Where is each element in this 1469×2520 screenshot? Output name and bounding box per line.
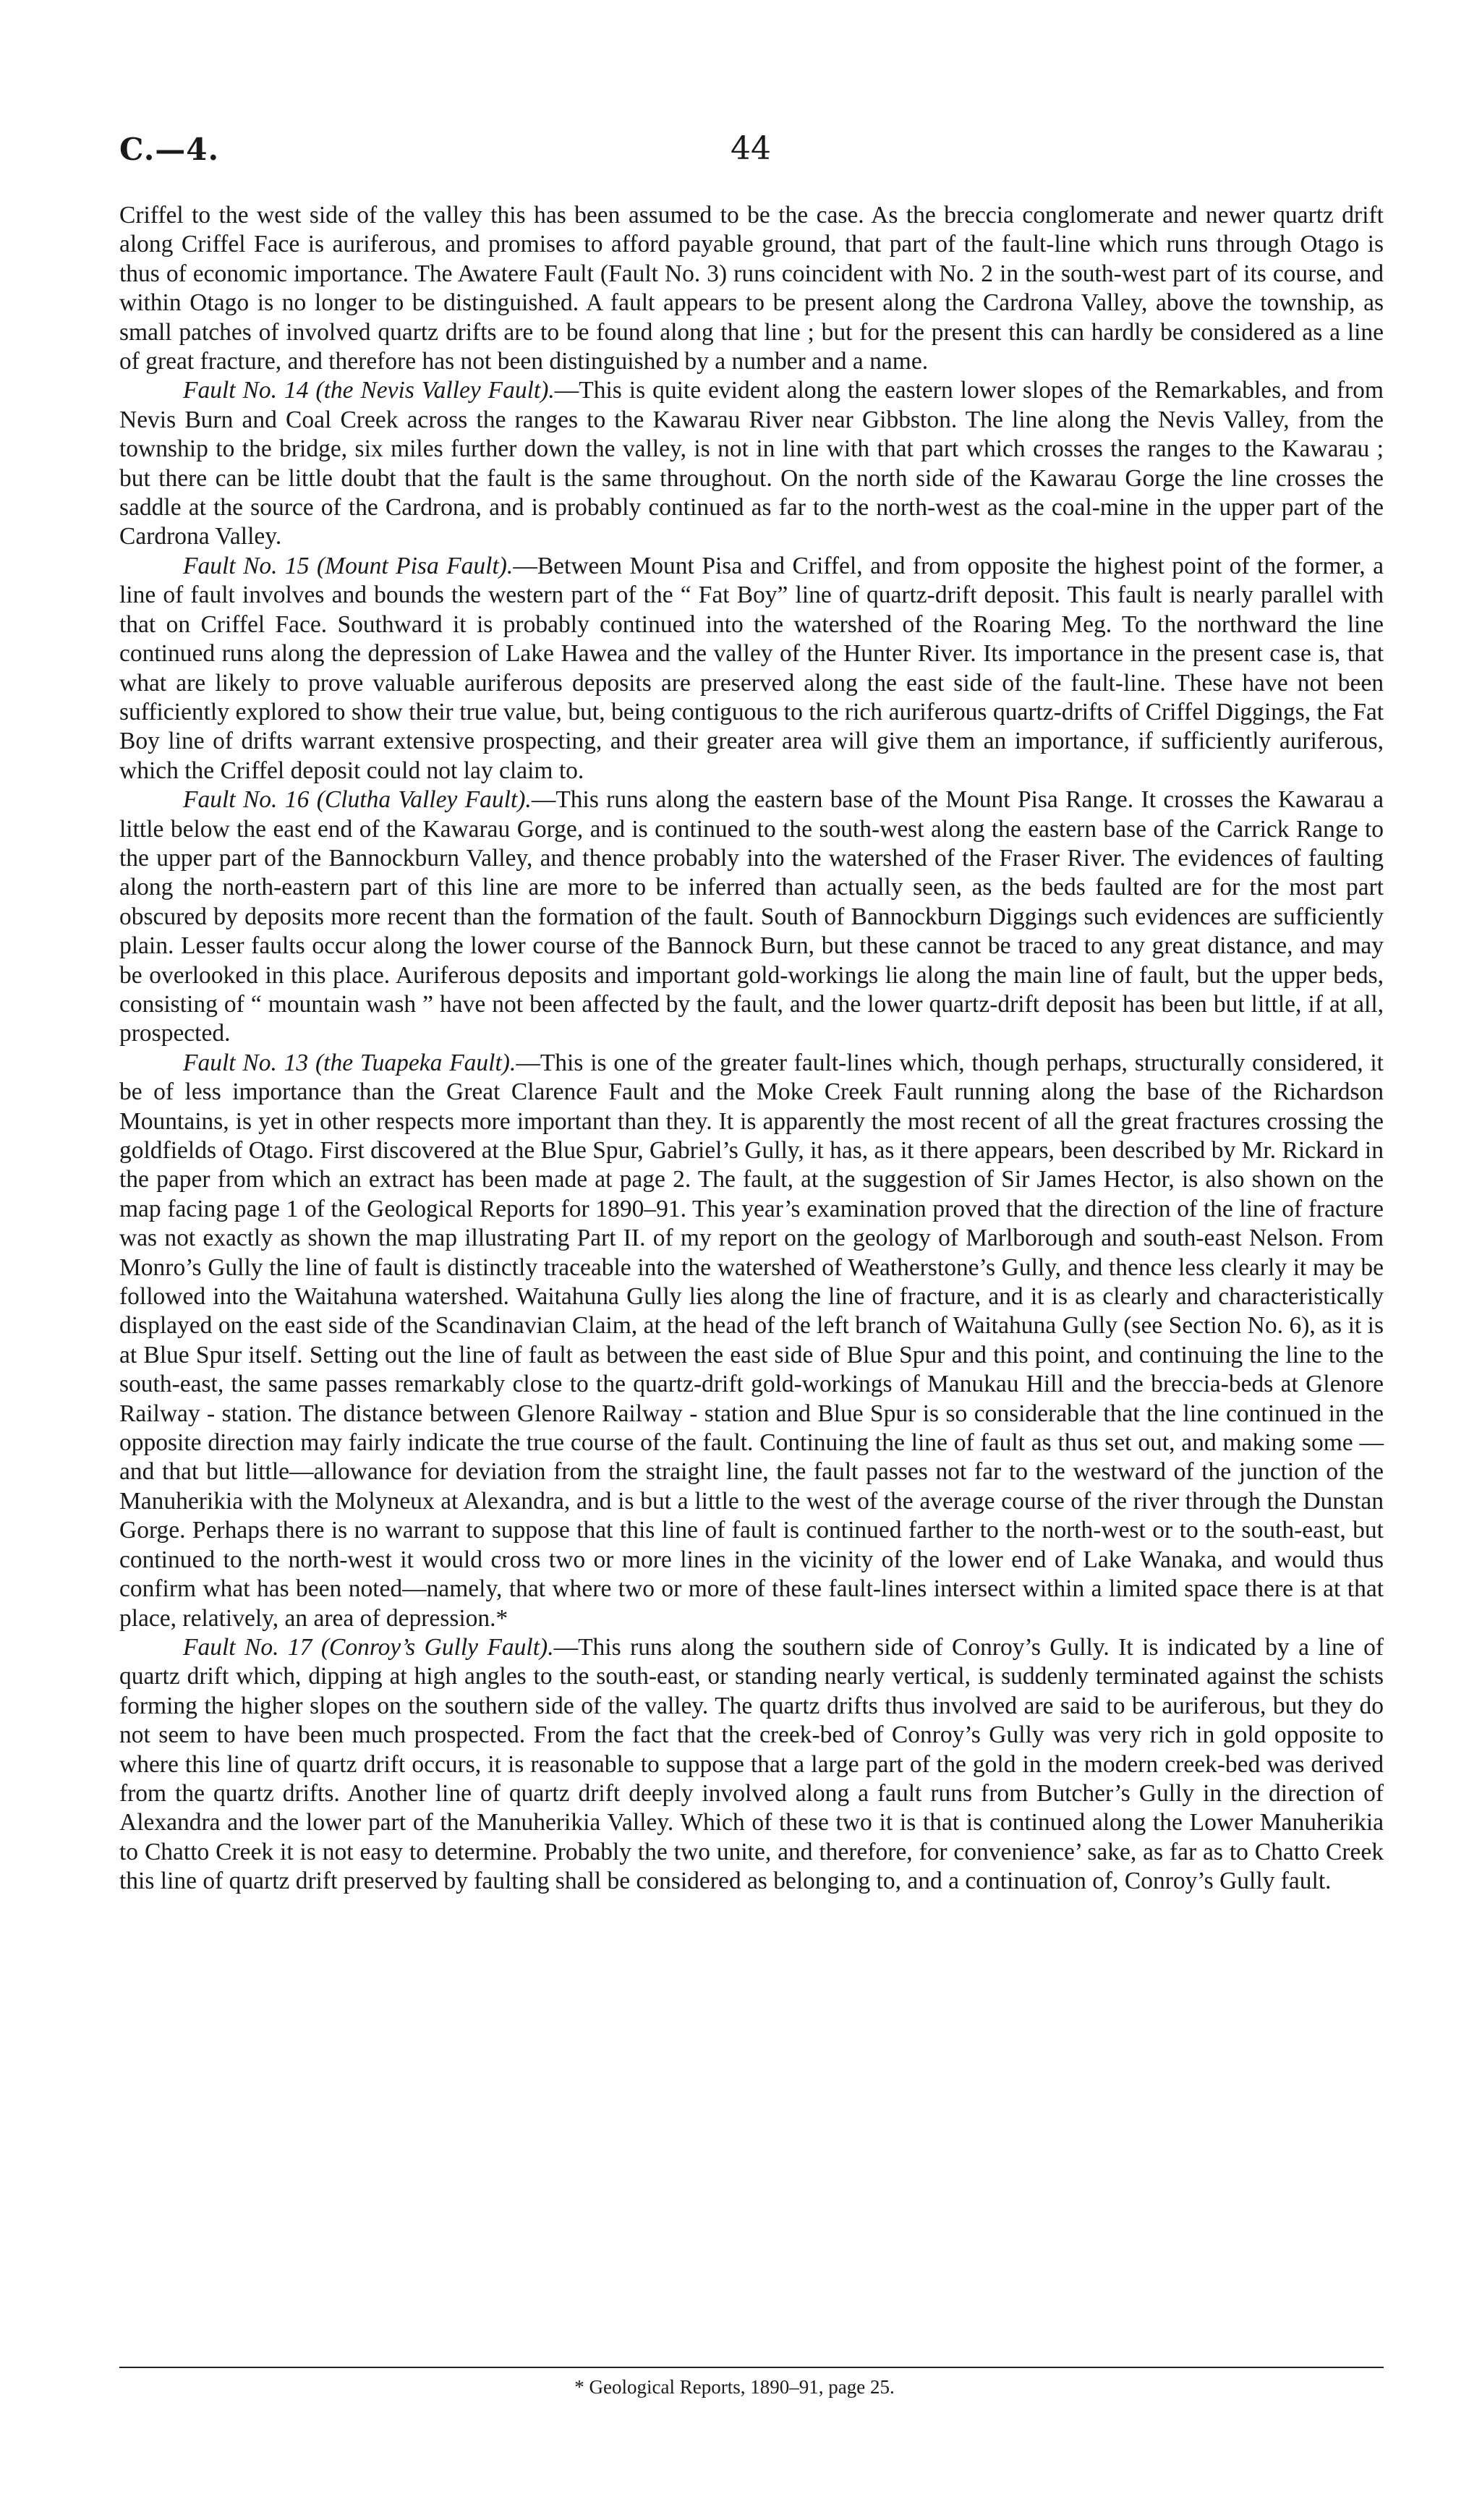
- paragraph-heading: Fault No. 15 (Mount Pisa Fault).: [183, 552, 514, 579]
- paragraph-heading: Fault No. 17 (Conroy’s Gully Fault).: [183, 1633, 554, 1661]
- paragraph-fault-13: [119, 1049, 1384, 1633]
- paragraph-heading: Fault No. 16 (Clutha Valley Fault).: [183, 786, 532, 814]
- page-number: 44: [731, 130, 771, 167]
- report-reference: C.—4.: [119, 132, 220, 167]
- paragraph-text: —This is one of the greater fault-lines which, though perhaps, structurally considered, it be of less importance than the Great Clarence Fault and the Moke Creek Fault running along the base of the Richardson Mountains, is yet in other respects more important than they. It is apparently the most recent of all the great fractures crossing the goldfields of Otago. First discovered at the Blue Spur, Gabriel’s Gully, it has, as it there appears, been described by Mr. Rickard in the paper from which an extract has been made at page 2. The fault, at the suggestion of Sir James Hector, is also shown on the map facing page 1 of the Geological Reports for 1890–91. This year’s examination proved that the direction of the line of fracture was not exactly as shown the map illustrating Part II. of my report on the geology of Marlborough and south-east Nelson. From Monro’s Gully the line of fault is distinctly traceable into the watershed of Weatherstone’s Gully, and thence less clearly it may be followed into the Waitahuna watershed. Waitahuna Gully lies along the line of fracture, and it is as clearly and characteristically displayed on the east side of the Scandinavian Claim, at the head of the left branch of Waitahuna Gully (see Section No. 6), as it is at Blue Spur itself. Setting out the line of fault as between the east side of Blue Spur and this point, and continuing the line to the south-east, the same passes remarkably close to the quartz-drift gold-workings of Manukau Hill and the breccia-beds at Glenore Railway - station. The distance between Glenore Railway - station and Blue Spur is so considerable that the line continued in the opposite direction may fairly indicate the true course of the fault. Continuing the line of fault as thus set out, and making some —and that but little—allowance for deviation from the straight line, the fault passes not far to the westward of the junction of the Manuherikia with the Molyneux at Alexandra, and is but a little to the west of the average course of the river through the Dunstan Gorge. Perhaps there is no warrant to suppose that this line of fault is continued farther to the north-west or to the south-east, but continued to the north-west it would cross two or more lines in the vicinity of the lower end of Lake Wanaka, and would thus confirm what has been noted—namely, that where two or more of these fault-lines intersect within a limited space there is at that place, relatively, an area of depression.*: [119, 1049, 1384, 1632]
- paragraph-continuation: [119, 201, 1384, 376]
- paragraph-fault-14: [119, 376, 1384, 551]
- paragraph-text: Criffel to the west side of the valley this has been assumed to be the case. As the breccia conglomerate and newer quartz drift along Criffel Face is auriferous, and promises to afford payable ground, that part of the fault-line which runs through Otago is thus of economic importance. The Awatere Fault (Fault No. 3) runs coincident with No. 2 in the south-west part of its course, and within Otago is no longer to be distinguished. A fault appears to be present along the Cardrona Valley, above the township, as small patches of involved quartz drifts are to be found along that line ; but for the present this can hardly be considered as a line of great fracture, and therefore has not been distinguished by a number and a name.: [119, 202, 1384, 375]
- body-text: [119, 201, 1384, 1897]
- footnote-divider: [119, 2367, 1384, 2368]
- paragraph-text: —This runs along the eastern base of the Mount Pisa Range. It crosses the Kawarau a little below the east end of the Kawarau Gorge, and is continued to the south-west along the eastern base of the Carrick Range to the upper part of the Bannockburn Valley, and thence probably into the watershed of the Fraser River. The evidences of faulting along the north-eastern part of this line are more to be inferred than actually seen, as the beds faulted are for the most part obscured by deposits more recent than the formation of the fault. South of Bannockburn Diggings such evidences are sufficiently plain. Lesser faults occur along the lower course of the Bannock Burn, but these cannot be traced to any great distance, and may be overlooked in this place. Auriferous deposits and important gold-workings lie along the main line of fault, but the upper beds, consisting of “ mountain wash ” have not been affected by the fault, and the lower quartz-drift deposit has been but little, if at all, prospected.: [119, 786, 1384, 1047]
- paragraph-text: —Between Mount Pisa and Criffel, and from opposite the highest point of the former, a line of fault involves and bounds the western part of the “ Fat Boy” line of quartz-drift deposit. This fault is nearly parallel with that on Criffel Face. Southward it is probably continued into the watershed of the Roaring Meg. To the northward the line continued runs along the depression of Lake Hawea and the valley of the Hunter River. Its importance in the present case is, that what are likely to prove valuable auriferous deposits are preserved along the east side of the fault-line. These have not been sufficiently explored to show their true value, but, being contiguous to the rich auriferous quartz-drifts of Criffel Diggings, the Fat Boy line of drifts warrant extensive prospecting, and their greater area will give them an importance, if sufficiently auriferous, which the Criffel deposit could not lay claim to.: [119, 552, 1384, 784]
- paragraph-fault-17: [119, 1633, 1384, 1897]
- paragraph-fault-15: [119, 552, 1384, 786]
- footnote: * Geological Reports, 1890–91, page 25.: [574, 2376, 895, 2398]
- paragraph-text: —This runs along the southern side of Conroy’s Gully. It is indicated by a line of quartz drift which, dipping at high angles to the south-east, or standing nearly vertical, is suddenly terminated against the schists forming the higher slopes on the southern side of the valley. The quartz drifts thus involved are said to be auriferous, but they do not seem to have been much prospected. From the fact that the creek-bed of Conroy’s Gully was very rich in gold opposite to where this line of quartz drift occurs, it is reasonable to suppose that a large part of the gold in the modern creek-bed was derived from the quartz drifts. Another line of quartz drift deeply involved along a fault runs from Butcher’s Gully in the direction of Alexandra and the lower part of the Manuherikia Valley. Which of these two it is that is continued along the Lower Manuherikia to Chatto Creek it is not easy to determine. Probably the two unite, and therefore, for convenience’ sake, as far as to Chatto Creek this line of quartz drift preserved by faulting shall be considered as belonging to, and a continuation of, Conroy’s Gully fault.: [119, 1633, 1384, 1895]
- paragraph-fault-16: [119, 786, 1384, 1049]
- paragraph-heading: Fault No. 14 (the Nevis Valley Fault).: [183, 377, 555, 404]
- paragraph-text: —This is quite evident along the eastern lower slopes of the Remarkables, and from Nevis Burn and Coal Creek across the ranges to the Kawarau River near Gibbston. The line along the Nevis Valley, from the township to the bridge, six miles further down the valley, is not in line with that part which crosses the ranges to the Kawarau ; but there can be little doubt that the fault is the same throughout. On the north side of the Kawarau Gorge the line crosses the saddle at the source of the Cardrona, and is probably continued as far to the north-west as the coal-mine in the upper part of the Cardrona Valley.: [119, 377, 1384, 550]
- paragraph-heading: Fault No. 13 (the Tuapeka Fault).: [183, 1049, 516, 1076]
